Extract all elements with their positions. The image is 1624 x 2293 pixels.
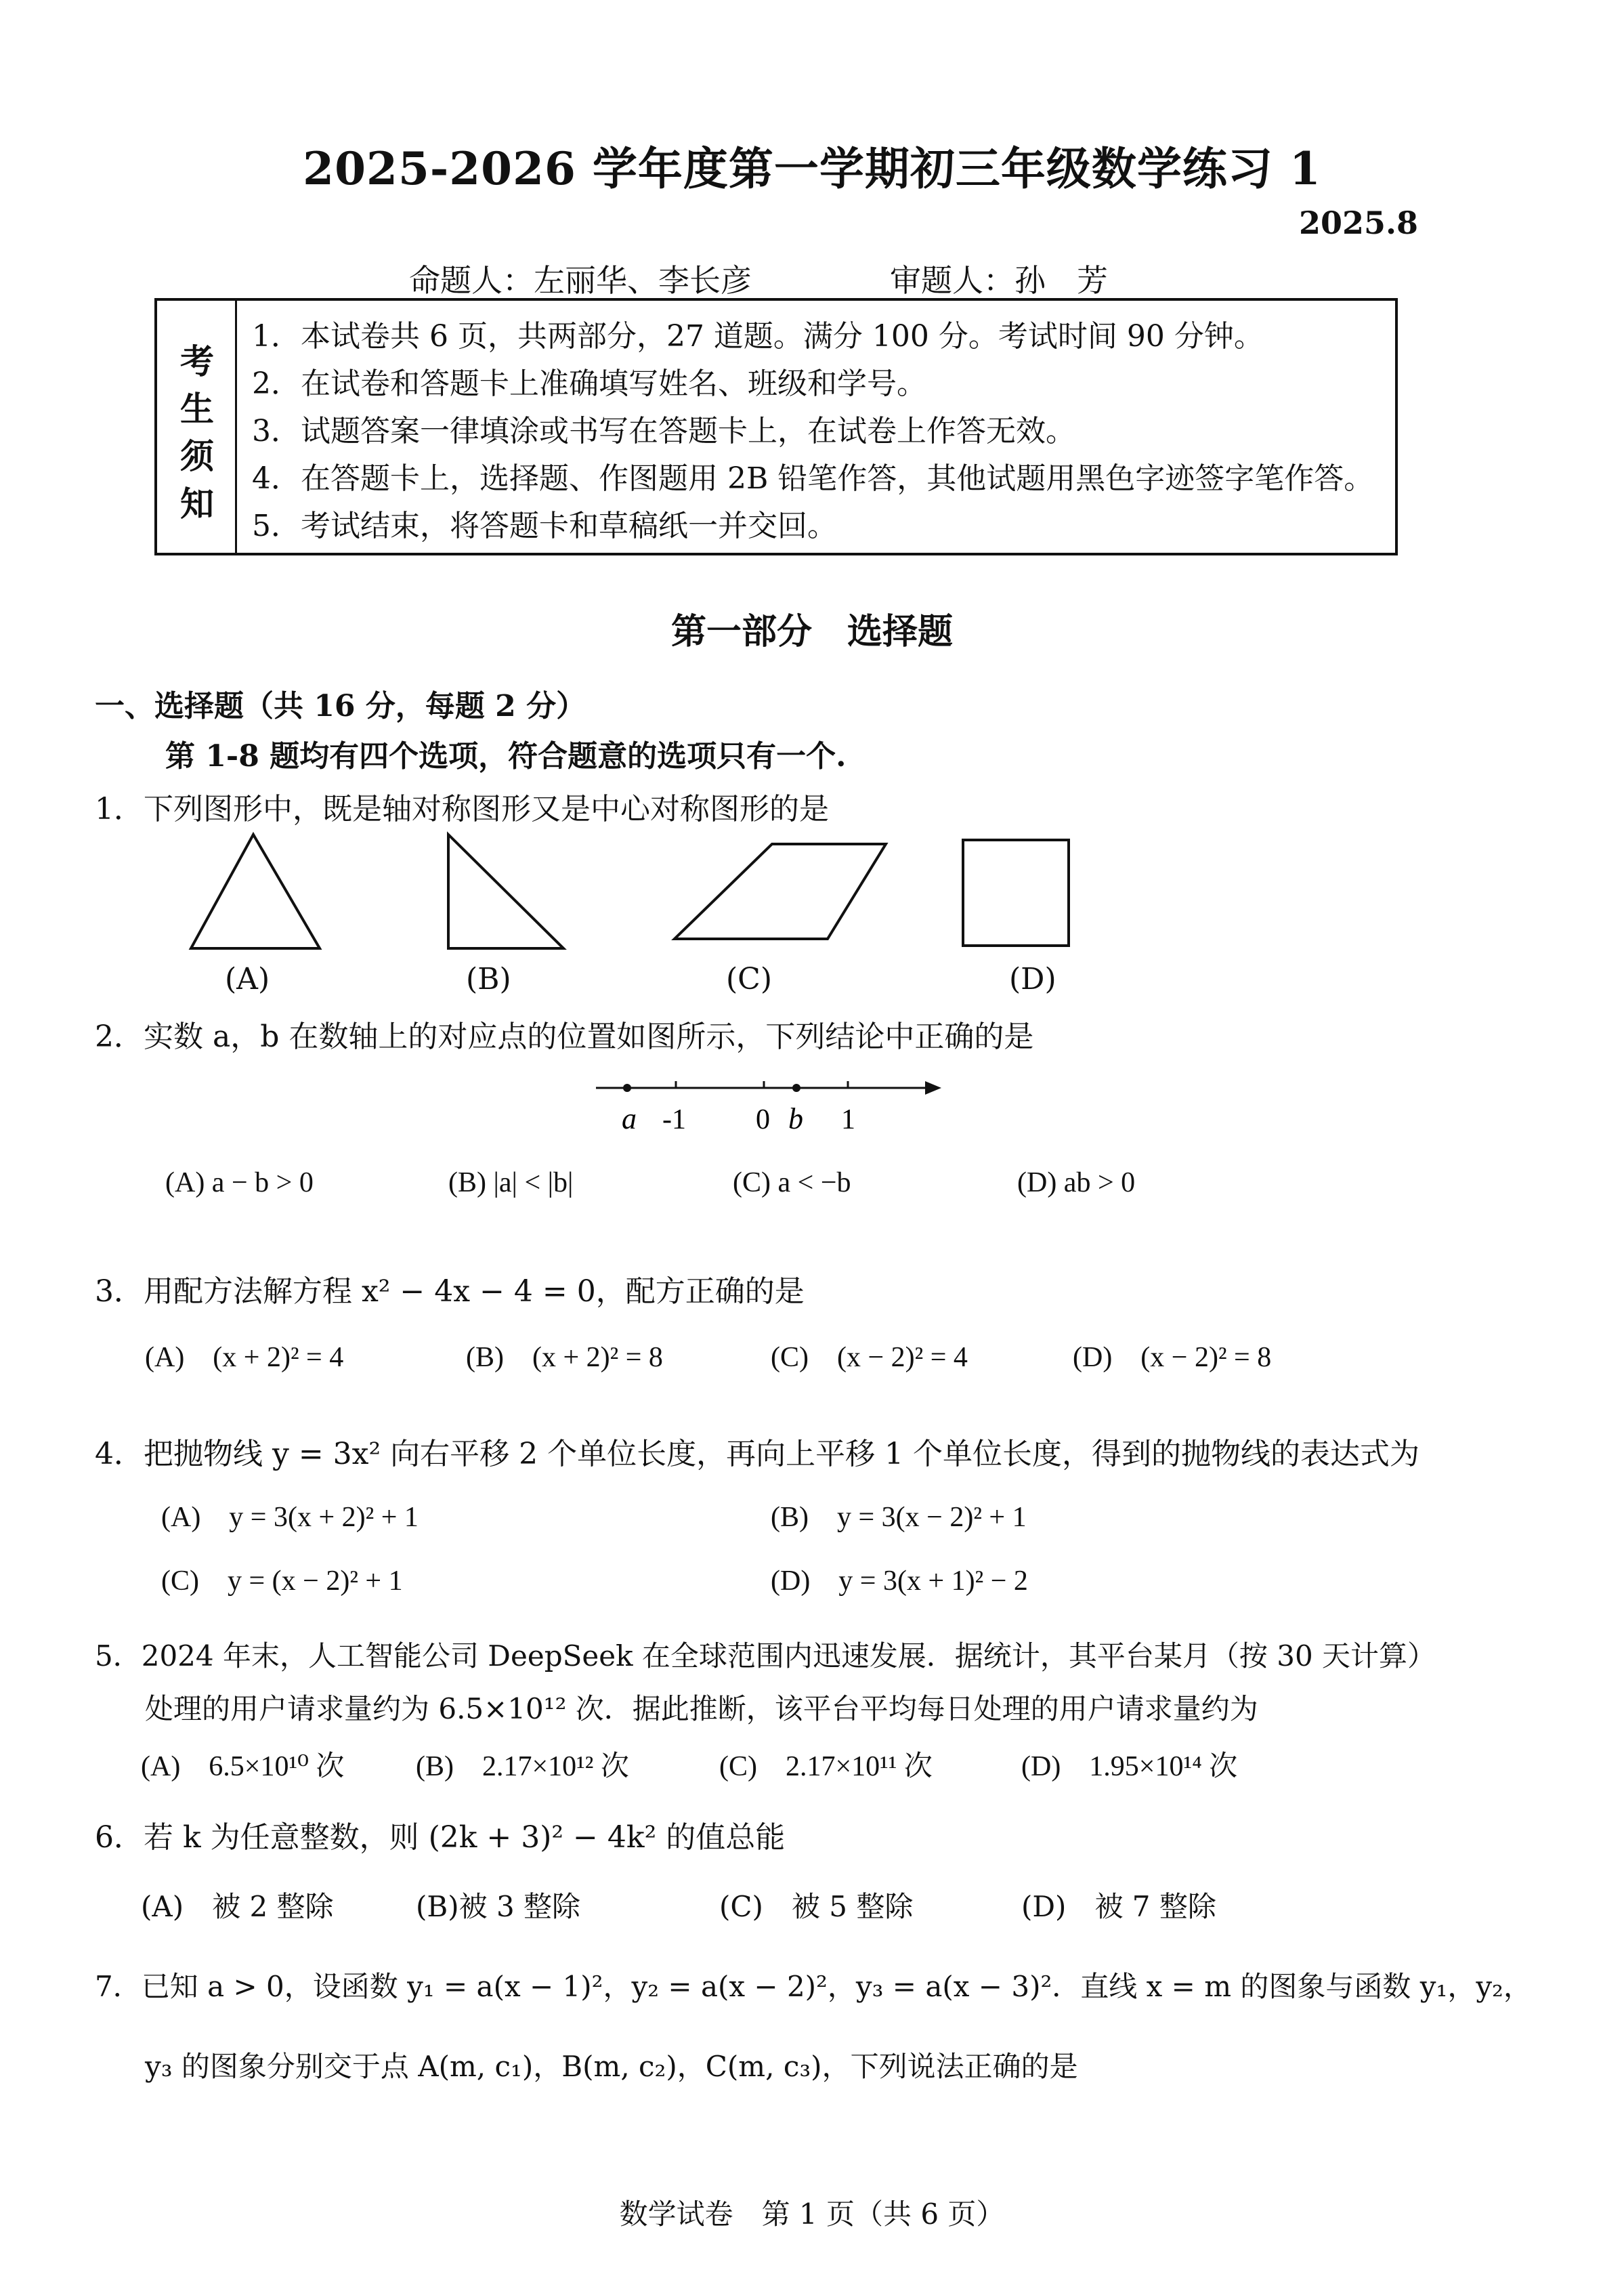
notice-item: 3．试题答案一律填涂或书写在答题卡上，在试卷上作答无效。: [252, 414, 1075, 448]
exam-date: 2025.8: [1299, 205, 1419, 241]
notice-item: 2．在试卷和答题卡上准确填写姓名、班级和学号。: [252, 366, 926, 401]
q1-option-b: (B): [466, 962, 511, 996]
q3-option-b: (B) (x + 2)² = 8: [466, 1342, 663, 1373]
equilateral-triangle: [191, 835, 320, 948]
q3-option-d: (D) (x − 2)² = 8: [1073, 1342, 1272, 1373]
q6-option-d: (D) 被 7 整除: [1021, 1890, 1216, 1923]
question-6-stem: 6．若 k 为任意整数，则 (2k + 3)² − 4k² 的值总能: [95, 1820, 786, 1855]
parallelogram: [675, 844, 886, 939]
notice-side-char: 须: [180, 436, 214, 476]
q3-option-a: (A) (x + 2)² = 4: [145, 1342, 344, 1373]
part-heading: 第一部分 选择题: [670, 611, 953, 652]
right-triangle: [448, 835, 563, 948]
q5-option-d: (D) 1.95×10¹⁴ 次: [1021, 1751, 1238, 1782]
question-7-stem-line2: y₃ 的图象分别交于点 A(m, c₁)，B(m, c₂)，C(m, c₃)，下列说法正确的是: [145, 2050, 1078, 2083]
q1-option-d: (D): [1009, 962, 1056, 996]
notice-side-char: 考: [180, 341, 214, 381]
q1-option-c: (C): [726, 962, 772, 996]
q1-shapes: [176, 826, 1097, 962]
q3-option-c: (C) (x − 2)² = 4: [771, 1342, 968, 1373]
q5-option-c: (C) 2.17×10¹¹ 次: [719, 1751, 933, 1782]
page-footer: 数学试卷 第 1 页（共 6 页）: [619, 2197, 1005, 2231]
notice-side-char: 知: [180, 484, 214, 524]
q4-option-c: (C) y = (x − 2)² + 1: [161, 1565, 403, 1597]
point-a: [623, 1084, 631, 1092]
question-3-stem: 3．用配方法解方程 x² − 4x − 4 = 0，配方正确的是: [95, 1274, 805, 1309]
axis-label-neg1: -1: [662, 1104, 686, 1135]
q6-option-c: (C) 被 5 整除: [719, 1890, 914, 1923]
axis-label-a: a: [622, 1102, 637, 1135]
page-title: 2025-2026 学年度第一学期初三年级数学练习 1: [303, 142, 1321, 195]
axis-label-0: 0: [756, 1104, 770, 1135]
reviewer: 审题人：孙 芳: [890, 262, 1108, 299]
number-line: [589, 1070, 955, 1138]
section-heading: 一、选择题（共 16 分，每题 2 分）: [95, 689, 586, 723]
notice-item: 1．本试卷共 6 页，共两部分，27 道题。满分 100 分。考试时间 90 分钟。: [252, 319, 1264, 354]
axis-label-b: b: [788, 1102, 803, 1135]
q2-option-d: (D) ab > 0: [1017, 1167, 1136, 1198]
square: [963, 840, 1069, 946]
q1-option-a: (A): [225, 962, 270, 996]
q4-option-a: (A) y = 3(x + 2)² + 1: [161, 1502, 419, 1533]
q2-option-b: (B) |a| < |b|: [448, 1167, 574, 1198]
q4-option-d: (D) y = 3(x + 1)² − 2: [771, 1565, 1028, 1597]
question-5-stem-line1: 5．2024 年末，人工智能公司 DeepSeek 在全球范围内迅速发展．据统计，其平台某月（按 30 天计算）: [95, 1639, 1436, 1673]
q5-option-b: (B) 2.17×10¹² 次: [416, 1751, 629, 1782]
q2-option-c: (C) a < −b: [733, 1167, 851, 1198]
point-b: [792, 1084, 800, 1092]
question-4-stem: 4．把抛物线 y = 3x² 向右平移 2 个单位长度，再向上平移 1 个单位长度，得到的抛物线的表达式为: [95, 1437, 1420, 1471]
question-5-stem-line2: 处理的用户请求量约为 6.5×10¹² 次．据此推断，该平台平均每日处理的用户请求量约为: [145, 1692, 1258, 1725]
authors: 命题人：左丽华、李长彦: [409, 262, 752, 299]
axis-label-1: 1: [841, 1104, 855, 1135]
question-1-stem: 1．下列图形中，既是轴对称图形又是中心对称图形的是: [95, 792, 829, 826]
q4-option-b: (B) y = 3(x − 2)² + 1: [771, 1502, 1027, 1533]
notice-side-char: 生: [180, 389, 214, 429]
exam-notice-box: [154, 298, 1398, 555]
arrow-right-icon: [925, 1081, 941, 1095]
q5-option-a: (A) 6.5×10¹⁰ 次: [141, 1751, 345, 1782]
question-2-stem: 2．实数 a，b 在数轴上的对应点的位置如图所示，下列结论中正确的是: [95, 1019, 1034, 1054]
notice-side-label: [157, 301, 237, 553]
notice-item: 5．考试结束，将答题卡和草稿纸一并交回。: [252, 509, 837, 543]
question-7-stem-line1: 7．已知 a > 0，设函数 y₁ = a(x − 1)²，y₂ = a(x − 2)²，y₃ = a(x − 3)²．直线 x = m 的图象与函数 y₁，y₂，: [95, 1970, 1532, 2003]
q6-option-a: (A) 被 2 整除: [141, 1890, 334, 1923]
section-instruction: 第 1-8 题均有四个选项，符合题意的选项只有一个.: [165, 739, 847, 774]
notice-item: 4．在答题卡上，选择题、作图题用 2B 铅笔作答，其他试题用黑色字迹签字笔作答。: [252, 461, 1374, 496]
q6-option-b: (B)被 3 整除: [416, 1890, 581, 1923]
q2-option-a: (A) a − b > 0: [165, 1167, 314, 1198]
